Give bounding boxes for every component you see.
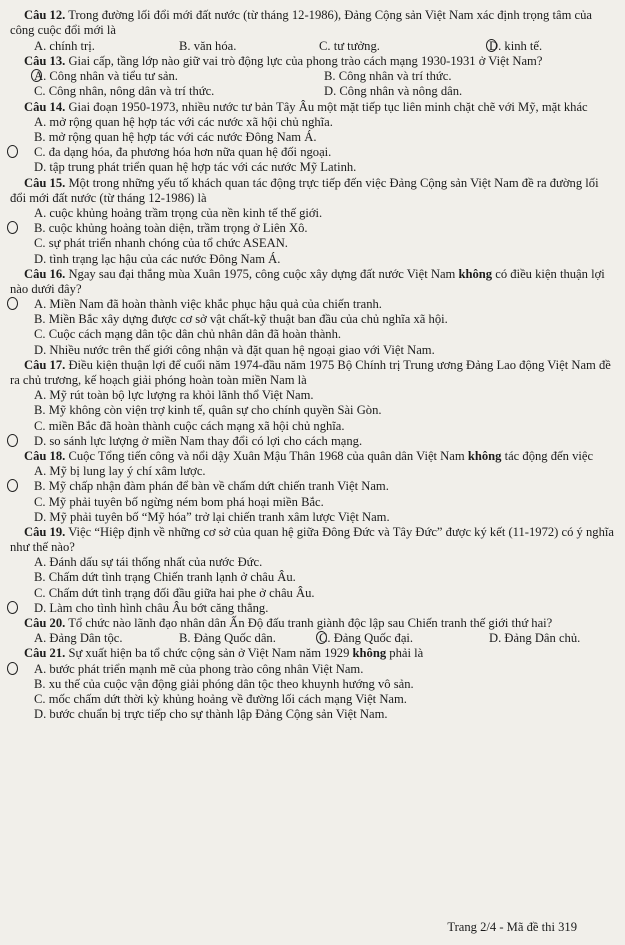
answer-option[interactable] [10,510,615,525]
selected-answer-circle [7,601,18,614]
answer-option[interactable] [10,297,615,312]
answer-option-text: D. so sánh lực lượng ở miền Nam thay đổi có lợi cho cách mạng. [34,433,363,448]
answer-option[interactable] [10,570,615,585]
question-text: Ngay sau đại thắng mùa Xuân 1975, công cuộc xây dựng đất nước Việt Nam [65,266,459,281]
answer-options [10,297,615,357]
answer-option[interactable] [10,419,615,434]
question-stem [10,267,615,297]
question-number: Câu 18. [24,448,66,463]
answer-option-text: A. Miền Nam đã hoàn thành việc khắc phục hậu quả của chiến tranh. [34,297,382,312]
selected-answer-circle [7,662,18,675]
answer-option[interactable] [10,464,615,479]
answer-option[interactable] [10,555,615,570]
answer-option[interactable] [10,677,615,692]
answer-options [10,206,615,266]
question-block [10,616,615,647]
answer-option-text: B. Miền Bắc xây dựng được cơ sở vật chất-kỹ thuật ban đầu của chủ nghĩa xã hội. [34,312,448,327]
question-block [10,358,615,449]
question-stem [10,176,615,206]
answer-options [10,39,615,54]
answer-option-text: C. tư tưởng. [319,38,380,53]
question-number: Câu 16. [24,266,66,281]
answer-option-text: D. tình trạng lạc hậu của các nước Đông Nam Á. [34,251,281,266]
answer-option-text: C. Đảng Quốc đại. [319,631,414,646]
question-number: Câu 15. [24,175,66,190]
answer-option-text: A. Mỹ bị lung lay ý chí xâm lược. [34,464,206,479]
answer-option[interactable] [179,39,319,54]
selected-answer-circle [486,39,497,52]
question-block [10,449,615,525]
answer-option-text: C. Cuộc cách mạng dân tộc dân chủ nhân dân đã hoàn thành. [34,327,342,342]
question-number: Câu 12. [24,8,66,22]
answer-option-text: D. Nhiều nước trên thế giới công nhận và đặt quan hệ ngoại giao với Việt Nam. [34,342,435,357]
question-number: Câu 21. [24,646,66,661]
answer-option-text: A. Đánh dấu sự tái thống nhất của nước Đức. [34,555,263,570]
question-stem [10,8,615,38]
answer-option-text: C. Chấm dứt tình trạng đối đầu giữa hai phe ở châu Âu. [34,585,315,600]
answer-option[interactable] [489,39,625,54]
question-text: Trong đường lối đổi mới đất nước (từ tháng 12-1986), Đảng Cộng sản Việt Nam xác định trọng tâm của công cuộc đổi mới là [10,8,593,38]
question-text: Việc “Hiệp định về những cơ sở của quan hệ giữa Đông Đức và Tây Đức” được ký kết (11-1972) có ý nghĩa như thế nào? [10,524,614,554]
answer-options [10,115,615,175]
answer-option-text: B. văn hóa. [179,38,237,53]
answer-option[interactable] [10,495,615,510]
answer-option-text: A. Đảng Dân tộc. [34,631,123,646]
answer-option-text: A. mở rộng quan hệ hợp tác với các nước xã hội chủ nghĩa. [34,115,333,130]
answer-option-text: D. Làm cho tình hình châu Âu bớt căng thẳng. [34,600,269,615]
answer-option[interactable] [489,631,625,646]
answer-row [10,631,615,646]
answer-option-text: B. mở rộng quan hệ hợp tác với các nước Đông Nam Á. [34,130,317,145]
question-block [10,176,615,267]
question-block [10,267,615,358]
question-number: Câu 17. [24,357,66,372]
question-text-continued: phải là [386,646,424,661]
answer-options [10,464,615,524]
answer-option-text: B. Mỹ chấp nhận đàm phán để bàn về chấm dứt chiến tranh Việt Nam. [34,479,389,494]
question-text-continued: có điều kiện thuận lợi nào dưới đây? [10,266,605,296]
answer-option[interactable] [324,69,625,84]
answer-option[interactable] [10,403,615,418]
answer-option-text: B. Chấm dứt tình trạng Chiến tranh lạnh ở châu Âu. [34,570,296,585]
answer-option-text: B. xu thế của cuộc vận động giải phóng dân tộc theo khuynh hướng vô sản. [34,677,414,692]
answer-options [10,69,615,99]
answer-option-text: C. sự phát triển nhanh chóng của tổ chức ASEAN. [34,236,288,251]
question-text: Sự xuất hiện ba tổ chức cộng sản ở Việt Nam năm 1929 [65,646,353,661]
answer-option[interactable] [10,221,615,236]
answer-option-text: A. chính trị. [34,38,95,53]
question-block [10,646,615,722]
question-block [10,525,615,616]
question-emphasis: không [467,448,502,463]
question-stem [10,646,615,661]
answer-option-text: A. Mỹ rút toàn bộ lực lượng ra khỏi lãnh thổ Việt Nam. [34,388,314,403]
answer-option[interactable] [10,130,615,145]
answer-row [10,84,615,99]
answer-row [10,69,615,84]
answer-option[interactable] [10,601,615,616]
answer-option[interactable] [10,662,615,677]
selected-answer-circle [7,479,18,492]
answer-option-text: B. Công nhân và trí thức. [324,69,452,84]
answer-option[interactable] [10,206,615,221]
answer-option-text: D. Đảng Dân chủ. [489,631,581,646]
question-list [10,8,615,722]
answer-option[interactable] [324,84,625,99]
answer-option[interactable] [10,252,615,267]
answer-option[interactable] [10,707,615,722]
answer-option-text: C. đa dạng hóa, đa phương hóa hơn nữa quan hệ đối ngoại. [34,145,332,160]
answer-option[interactable] [34,69,324,84]
question-text: Một trong những yếu tố khách quan tác động trực tiếp đến việc Đảng Cộng sản Việt Nam đề ra đường lối đổi mới đất nước (từ tháng 12-1986) là [10,175,599,205]
answer-option-text: D. bước chuẩn bị trực tiếp cho sự thành lập Đảng Cộng sản Việt Nam. [34,707,388,722]
question-stem [10,100,615,115]
answer-option[interactable] [10,327,615,342]
answer-options [10,631,615,646]
question-number: Câu 14. [24,99,66,114]
answer-option-text: A. bước phát triển mạnh mẽ của phong trào công nhân Việt Nam. [34,662,364,677]
answer-option[interactable] [319,39,489,54]
question-block [10,8,615,54]
question-block [10,100,615,176]
question-emphasis: không [352,646,387,661]
answer-option-text: C. mốc chấm dứt thời kỳ khủng hoảng về đường lối cách mạng Việt Nam. [34,692,407,707]
answer-option[interactable] [34,39,179,54]
answer-option-text: B. Mỹ không còn viện trợ kinh tế, quân sự cho chính quyền Sài Gòn. [34,403,382,418]
question-text: Điều kiện thuận lợi để cuối năm 1974-đầu năm 1975 Bộ Chính trị Trung ương Đảng Lao động Việt Nam đề ra chủ trương, kế hoạch giải phóng hoàn toàn miền Nam là [10,357,611,387]
selected-answer-circle [7,145,18,158]
question-number: Câu 20. [24,615,66,630]
answer-option[interactable] [10,343,615,358]
answer-option[interactable] [179,631,319,646]
answer-option-text: C. miền Bắc đã hoàn thành cuộc cách mạng xã hội chủ nghĩa. [34,418,345,433]
question-text-continued: tác động đến việc [501,448,594,463]
answer-option[interactable] [10,434,615,449]
question-stem [10,449,615,464]
answer-option[interactable] [10,479,615,494]
answer-option[interactable] [10,236,615,251]
answer-option[interactable] [34,631,179,646]
question-text: Giai cấp, tầng lớp nào giữ vai trò động lực của phong trào cách mạng 1930-1931 ở Việt Nam? [65,53,543,68]
question-block [10,54,615,100]
question-stem [10,54,615,69]
answer-option[interactable] [10,115,615,130]
page-footer: Trang 2/4 - Mã đề thi 319 [447,920,577,934]
question-text: Tổ chức nào lãnh đạo nhân dân Ấn Độ đấu tranh giành độc lập sau Chiến tranh thế giới thứ hai? [65,615,553,630]
answer-option-text: D. Mỹ phải tuyên bố “Mỹ hóa” trở lại chiến tranh xâm lược Việt Nam. [34,509,390,524]
selected-answer-circle [7,434,18,447]
answer-option-text: A. Công nhân và tiểu tư sản. [34,69,178,84]
question-stem [10,616,615,631]
answer-options [10,388,615,448]
answer-option-text: D. kinh tế. [489,38,543,53]
answer-option[interactable] [10,145,615,160]
answer-option[interactable] [10,388,615,403]
answer-option[interactable] [34,84,324,99]
answer-option[interactable] [10,692,615,707]
answer-row [10,39,615,54]
answer-options [10,555,615,615]
answer-option[interactable] [10,586,615,601]
question-stem [10,358,615,388]
selected-answer-circle [7,297,18,310]
question-emphasis: không [458,266,493,281]
answer-option-text: D. tập trung phát triển quan hệ hợp tác với các nước Mỹ Latinh. [34,160,357,175]
answer-option-text: A. cuộc khủng hoảng trầm trọng của nền kinh tế thế giới. [34,206,323,221]
question-text: Giai đoạn 1950-1973, nhiều nước tư bản Tây Âu một mặt tiếp tục liên minh chặt chẽ với Mỹ, mặt khác [65,99,588,114]
answer-option[interactable] [10,160,615,175]
answer-option[interactable] [319,631,489,646]
answer-option[interactable] [10,312,615,327]
answer-option-text: B. Đảng Quốc dân. [179,631,276,646]
answer-option-text: B. cuộc khủng hoảng toàn diện, trầm trọng ở Liên Xô. [34,221,308,236]
selected-answer-circle [7,221,18,234]
question-number: Câu 13. [24,53,66,68]
answer-options [10,662,615,722]
answer-option-text: D. Công nhân và nông dân. [324,84,463,99]
question-number: Câu 19. [24,524,66,539]
question-stem [10,525,615,555]
question-text: Cuộc Tổng tiến công và nổi dậy Xuân Mậu Thân 1968 của quân dân Việt Nam [65,448,468,463]
answer-option-text: C. Công nhân, nông dân và trí thức. [34,84,215,99]
answer-option-text: C. Mỹ phải tuyên bố ngừng ném bom phá hoại miền Bắc. [34,494,324,509]
